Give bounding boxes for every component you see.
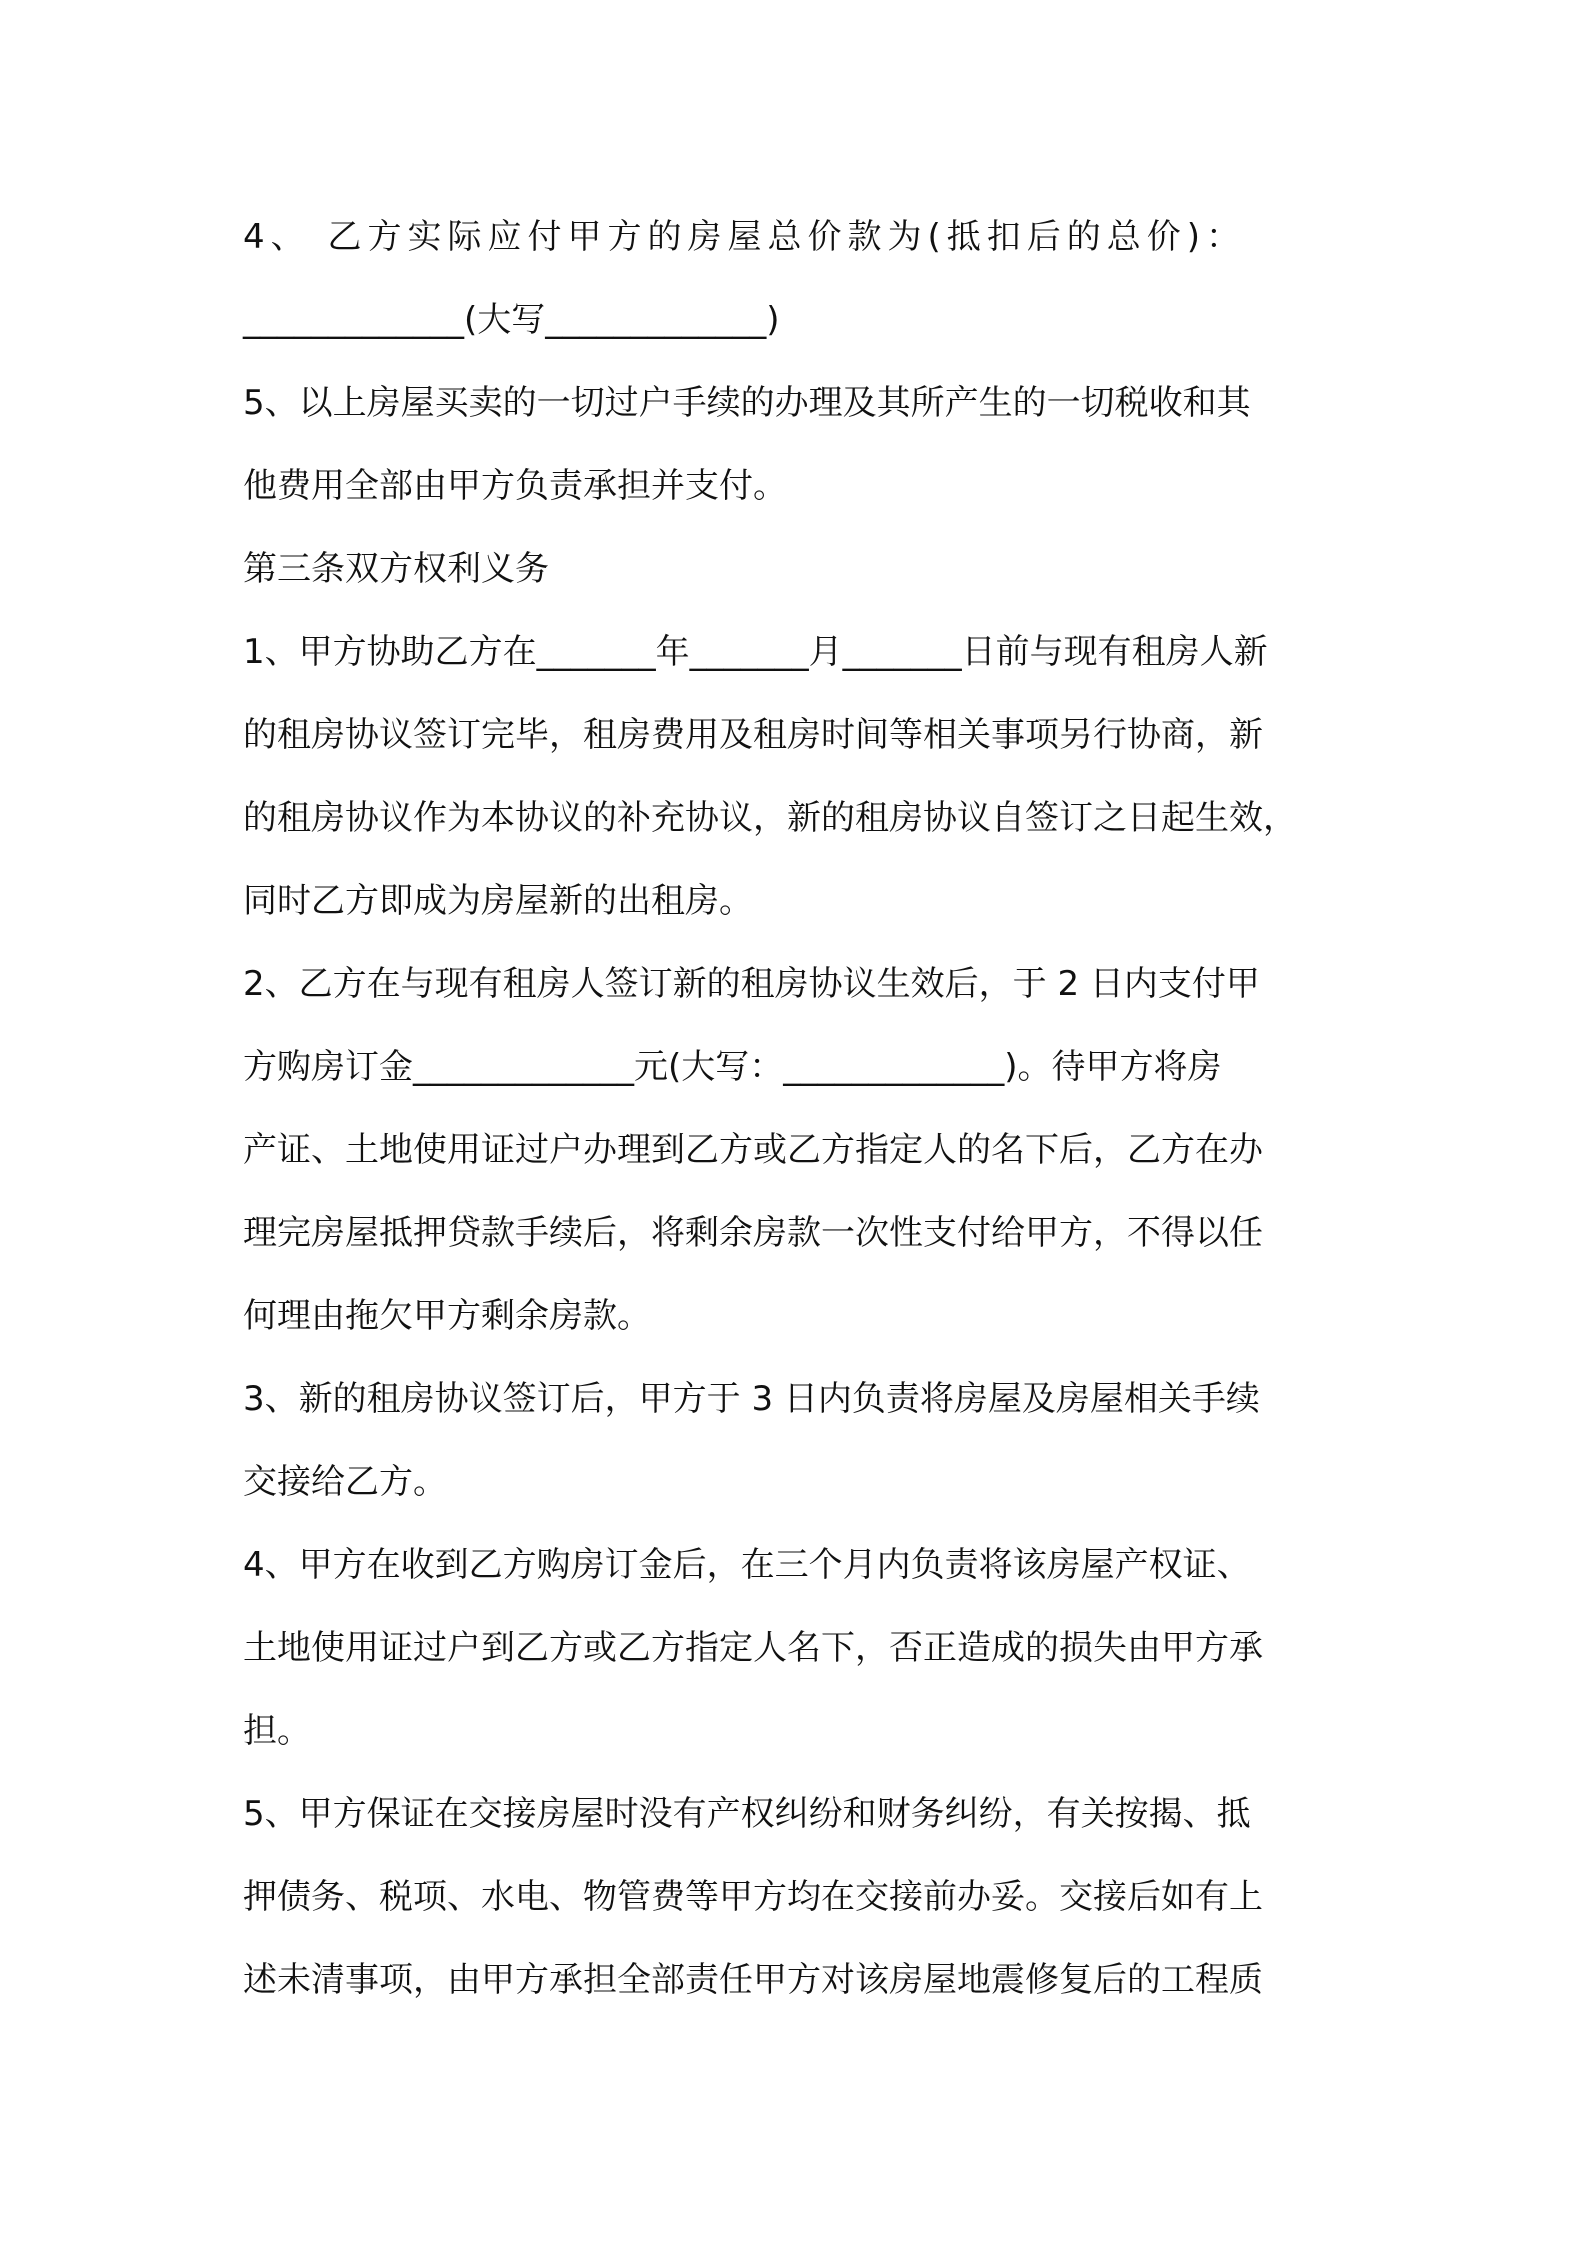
clause-line: 理完房屋抵押贷款手续后，将剩余房款一次性支付给甲方，不得以任 bbox=[243, 1213, 1263, 1253]
clause-line: 1、甲方协助乙方在_______年_______月_______日前与现有租房人新 bbox=[243, 632, 1268, 672]
clause-line: 交接给乙方。 bbox=[243, 1462, 447, 1502]
clause-line: 他费用全部由甲方负责承担并支付。 bbox=[243, 466, 787, 506]
clause-line: _____________(大写_____________) bbox=[243, 300, 780, 340]
clause-line: 产证、土地使用证过户办理到乙方或乙方指定人的名下后，乙方在办 bbox=[243, 1130, 1263, 1170]
contract-text bbox=[243, 196, 1358, 2022]
clause-line: 同时乙方即成为房屋新的出租房。 bbox=[243, 881, 753, 921]
section-heading: 第三条双方权利义务 bbox=[243, 549, 549, 589]
clause-line: 2、乙方在与现有租房人签订新的租房协议生效后，于 2 日内支付甲 bbox=[243, 964, 1260, 1004]
clause-line: 4、甲方在收到乙方购房订金后，在三个月内负责将该房屋产权证、 bbox=[243, 1545, 1251, 1585]
clause-line: 5、甲方保证在交接房屋时没有产权纠纷和财务纠纷，有关按揭、抵 bbox=[243, 1794, 1251, 1834]
clause-line: 的租房协议作为本协议的补充协议，新的租房协议自签订之日起生效， bbox=[243, 798, 1297, 838]
clause-line: 押债务、税项、水电、物管费等甲方均在交接前办妥。交接后如有上 bbox=[243, 1877, 1263, 1917]
clause-line: 4、 乙方实际应付甲方的房屋总价款为(抵扣后的总价)： bbox=[243, 217, 1246, 257]
clause-line: 土地使用证过户到乙方或乙方指定人名下，否正造成的损失由甲方承 bbox=[243, 1628, 1263, 1668]
clause-line: 担。 bbox=[243, 1711, 311, 1751]
clause-line: 的租房协议签订完毕，租房费用及租房时间等相关事项另行协商，新 bbox=[243, 715, 1263, 755]
clause-line: 5、以上房屋买卖的一切过户手续的办理及其所产生的一切税收和其 bbox=[243, 383, 1251, 423]
clause-line: 3、新的租房协议签订后，甲方于 3 日内负责将房屋及房屋相关手续 bbox=[243, 1379, 1260, 1419]
clause-line: 方购房订金_____________元(大写：_____________)。待甲方将房 bbox=[243, 1047, 1222, 1087]
clause-line: 述未清事项，由甲方承担全部责任甲方对该房屋地震修复后的工程质 bbox=[243, 1960, 1263, 2000]
clause-line: 何理由拖欠甲方剩余房款。 bbox=[243, 1296, 651, 1336]
